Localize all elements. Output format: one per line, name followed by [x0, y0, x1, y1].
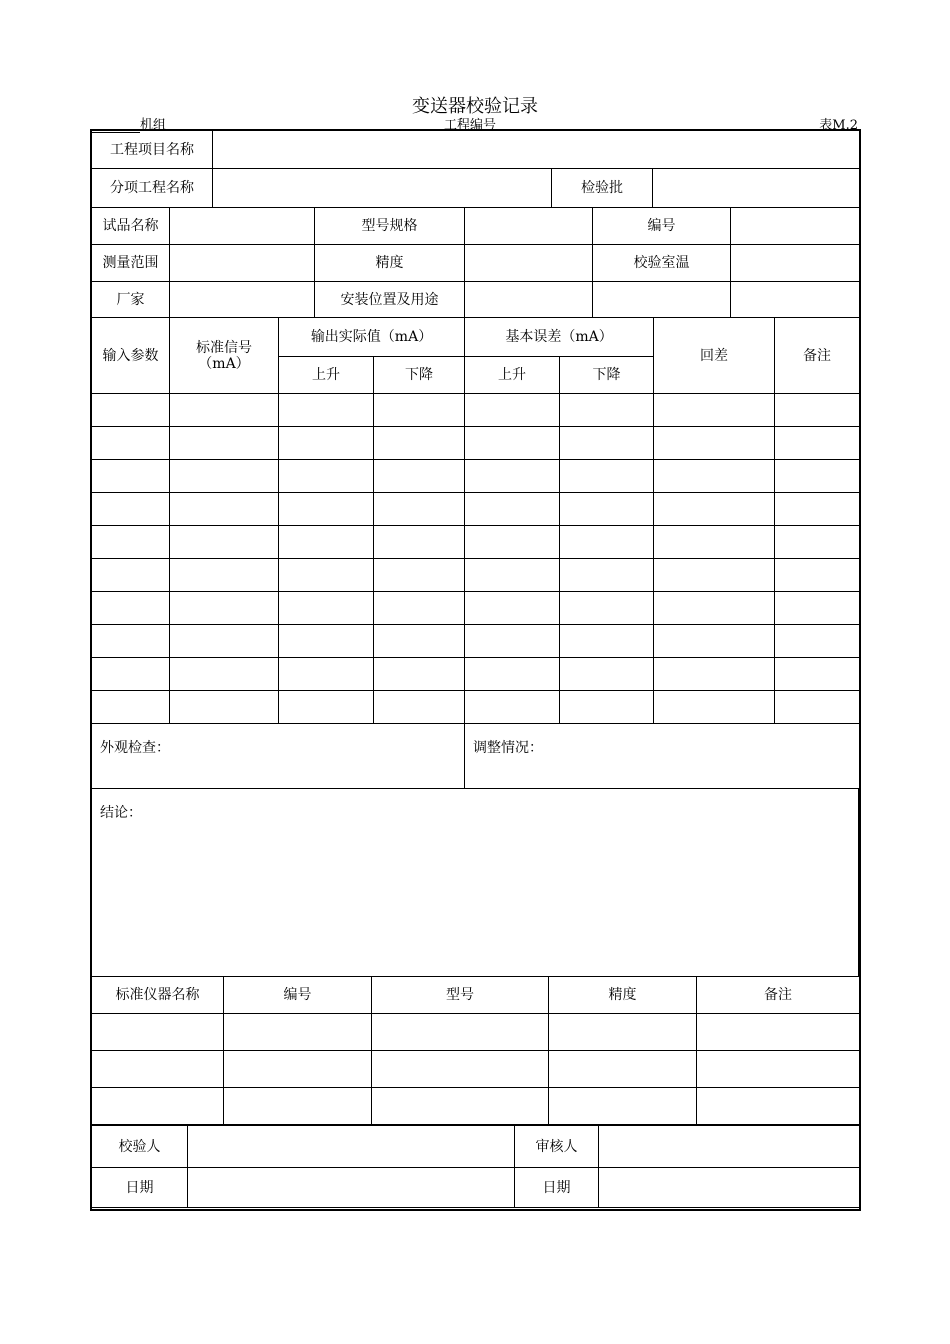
calibration-cell[interactable]	[374, 658, 465, 691]
calibration-cell[interactable]	[170, 394, 279, 427]
calibration-cell[interactable]	[775, 526, 860, 559]
calibration-cell[interactable]	[170, 559, 279, 592]
remark-header: 备注	[775, 318, 860, 394]
calibration-cell[interactable]	[170, 493, 279, 526]
calibration-cell[interactable]	[92, 526, 170, 559]
inspection-batch-value[interactable]	[653, 169, 860, 208]
instrument-cell[interactable]	[224, 1088, 372, 1125]
calibration-cell[interactable]	[374, 493, 465, 526]
calibration-cell[interactable]	[465, 658, 560, 691]
calibration-cell[interactable]	[654, 625, 775, 658]
instrument-number-header: 编号	[224, 977, 372, 1014]
calibration-cell[interactable]	[374, 592, 465, 625]
instrument-rows	[92, 1014, 860, 1125]
calibration-cell[interactable]	[92, 625, 170, 658]
instrument-row	[92, 1088, 860, 1125]
accuracy-label: 精度	[315, 245, 465, 282]
number-label: 编号	[593, 208, 731, 245]
calibration-row	[92, 460, 860, 493]
unit-label: 机组	[140, 118, 167, 133]
project-no-label: 工程编号	[444, 118, 497, 133]
calibration-cell[interactable]	[92, 460, 170, 493]
calibration-cell[interactable]	[170, 625, 279, 658]
reviewer-label: 审核人	[515, 1126, 599, 1168]
calibration-cell[interactable]	[560, 592, 654, 625]
instrument-cell[interactable]	[549, 1051, 697, 1088]
calibration-cell[interactable]	[279, 592, 374, 625]
calibration-cell[interactable]	[775, 559, 860, 592]
calibration-cell[interactable]	[654, 691, 775, 724]
calibration-cell[interactable]	[775, 493, 860, 526]
form-number: 表M.2	[819, 118, 858, 133]
calibration-cell[interactable]	[775, 460, 860, 493]
calibration-cell[interactable]	[465, 394, 560, 427]
calibrator-signature[interactable]	[188, 1126, 515, 1168]
basic-error-header: 基本误差（mA）	[465, 318, 654, 357]
calibration-cell[interactable]	[465, 691, 560, 724]
calibration-cell[interactable]	[560, 691, 654, 724]
sample-name-label: 试品名称	[92, 208, 170, 245]
calibration-cell[interactable]	[775, 394, 860, 427]
instrument-remark-header: 备注	[697, 977, 860, 1014]
instrument-cell[interactable]	[92, 1088, 224, 1125]
calibration-cell[interactable]	[560, 427, 654, 460]
calibration-cell[interactable]	[92, 427, 170, 460]
appearance-table	[91, 723, 860, 789]
calibration-cell[interactable]	[560, 625, 654, 658]
range-label: 测量范围	[92, 245, 170, 282]
calibration-row	[92, 691, 860, 724]
adjustment-status[interactable]: 调整情况：	[465, 724, 860, 789]
calibration-cell[interactable]	[465, 526, 560, 559]
std-signal-label: 标准信号	[196, 339, 252, 356]
calibration-cell[interactable]	[170, 691, 279, 724]
instrument-cell[interactable]	[549, 1088, 697, 1125]
calibration-row	[92, 394, 860, 427]
calibration-cell[interactable]	[170, 658, 279, 691]
manufacturer-label: 厂家	[92, 282, 170, 318]
output-actual-header: 输出实际值（mA）	[279, 318, 465, 357]
model-spec-label: 型号规格	[315, 208, 465, 245]
instrument-model-header: 型号	[372, 977, 549, 1014]
instrument-name-header: 标准仪器名称	[92, 977, 224, 1014]
calibration-table	[91, 317, 860, 724]
calibration-row	[92, 592, 860, 625]
calibration-cell[interactable]	[279, 493, 374, 526]
calibration-cell[interactable]	[170, 592, 279, 625]
calibration-cell[interactable]	[560, 493, 654, 526]
instrument-cell[interactable]	[224, 1051, 372, 1088]
instrument-cell[interactable]	[549, 1014, 697, 1051]
calibration-cell[interactable]	[654, 394, 775, 427]
instrument-cell[interactable]	[92, 1014, 224, 1051]
instrument-row	[92, 1051, 860, 1088]
blank-cell[interactable]	[593, 282, 731, 318]
calibration-row	[92, 526, 860, 559]
calibration-cell[interactable]	[374, 526, 465, 559]
calibration-cell[interactable]	[775, 427, 860, 460]
calibration-cell[interactable]	[465, 592, 560, 625]
calibration-cell[interactable]	[374, 625, 465, 658]
calibration-rows	[92, 394, 860, 724]
calibration-cell[interactable]	[170, 427, 279, 460]
calibration-row	[92, 658, 860, 691]
std-signal-header	[170, 318, 279, 394]
calibration-cell[interactable]	[279, 427, 374, 460]
calibration-cell[interactable]	[654, 658, 775, 691]
inspection-batch-label: 检验批	[552, 169, 653, 208]
output-rise-header: 上升	[279, 357, 374, 394]
calibration-cell[interactable]	[374, 691, 465, 724]
sample-name-value[interactable]	[170, 208, 315, 245]
conclusion-field[interactable]: 结论：	[92, 789, 859, 977]
calibration-cell[interactable]	[465, 559, 560, 592]
calibration-cell[interactable]	[279, 691, 374, 724]
calibrator-date[interactable]	[188, 1168, 515, 1208]
calibrator-label: 校验人	[92, 1126, 188, 1168]
instrument-accuracy-header: 精度	[549, 977, 697, 1014]
calibration-cell[interactable]	[654, 460, 775, 493]
sample-info-table	[91, 207, 860, 318]
calibration-cell[interactable]	[374, 394, 465, 427]
room-temp-value[interactable]	[731, 245, 860, 282]
calibration-cell[interactable]	[560, 559, 654, 592]
calibration-cell[interactable]	[279, 394, 374, 427]
calibration-cell[interactable]	[279, 658, 374, 691]
page-title: 变送器校验记录	[412, 96, 538, 117]
calibration-cell[interactable]	[654, 493, 775, 526]
output-fall-header: 下降	[374, 357, 465, 394]
calibration-row	[92, 493, 860, 526]
calibration-cell[interactable]	[654, 559, 775, 592]
error-rise-header: 上升	[465, 357, 560, 394]
calibration-cell[interactable]	[560, 460, 654, 493]
signature-table	[91, 1125, 860, 1208]
install-value[interactable]	[465, 282, 593, 318]
conclusion-table	[91, 788, 859, 977]
project-name-value[interactable]	[213, 131, 860, 169]
calibration-cell[interactable]	[92, 658, 170, 691]
project-name-label: 工程项目名称	[92, 131, 213, 169]
blank-cell[interactable]	[731, 282, 860, 318]
calibration-cell[interactable]	[279, 625, 374, 658]
calibration-cell[interactable]	[775, 658, 860, 691]
calibration-cell[interactable]	[374, 460, 465, 493]
instrument-cell[interactable]	[92, 1051, 224, 1088]
manufacturer-value[interactable]	[170, 282, 315, 318]
calibration-row	[92, 427, 860, 460]
calibration-cell[interactable]	[654, 592, 775, 625]
instrument-row	[92, 1014, 860, 1051]
project-info-table	[91, 130, 860, 208]
calibration-cell[interactable]	[560, 658, 654, 691]
calibration-cell[interactable]	[654, 427, 775, 460]
calibration-cell[interactable]	[465, 493, 560, 526]
instrument-cell[interactable]	[697, 1088, 860, 1125]
calibration-cell[interactable]	[92, 592, 170, 625]
instrument-table	[91, 976, 860, 1125]
appearance-check[interactable]: 外观检查：	[92, 724, 465, 789]
calibration-cell[interactable]	[775, 691, 860, 724]
instrument-cell[interactable]	[697, 1014, 860, 1051]
sub-project-label: 分项工程名称	[92, 169, 213, 208]
reviewer-signature[interactable]	[599, 1126, 860, 1168]
instrument-cell[interactable]	[372, 1051, 549, 1088]
instrument-cell[interactable]	[224, 1014, 372, 1051]
calibration-cell[interactable]	[279, 559, 374, 592]
calibration-cell[interactable]	[465, 625, 560, 658]
calibration-cell[interactable]	[374, 427, 465, 460]
install-label: 安装位置及用途	[315, 282, 465, 318]
calibration-cell[interactable]	[374, 559, 465, 592]
calibration-cell[interactable]	[170, 460, 279, 493]
input-param-header: 输入参数	[92, 318, 170, 394]
number-value[interactable]	[731, 208, 860, 245]
reviewer-date-label: 日期	[515, 1168, 599, 1208]
calibration-cell[interactable]	[92, 559, 170, 592]
calibration-cell[interactable]	[775, 592, 860, 625]
room-temp-label: 校验室温	[593, 245, 731, 282]
accuracy-value[interactable]	[465, 245, 593, 282]
model-spec-value[interactable]	[465, 208, 593, 245]
calibration-cell[interactable]	[279, 460, 374, 493]
calibration-row	[92, 559, 860, 592]
instrument-cell[interactable]	[372, 1014, 549, 1051]
hysteresis-header: 回差	[654, 318, 775, 394]
calibration-cell[interactable]	[170, 526, 279, 559]
sub-project-value[interactable]	[213, 169, 552, 208]
reviewer-date[interactable]	[599, 1168, 860, 1208]
range-value[interactable]	[170, 245, 315, 282]
calibration-cell[interactable]	[279, 526, 374, 559]
instrument-cell[interactable]	[697, 1051, 860, 1088]
calibration-cell[interactable]	[465, 460, 560, 493]
calibration-cell[interactable]	[465, 427, 560, 460]
std-signal-unit: （mA）	[198, 355, 250, 372]
instrument-cell[interactable]	[372, 1088, 549, 1125]
error-fall-header: 下降	[560, 357, 654, 394]
calibration-cell[interactable]	[560, 394, 654, 427]
calibration-row	[92, 625, 860, 658]
calibration-cell[interactable]	[560, 526, 654, 559]
calibration-cell[interactable]	[775, 625, 860, 658]
calibration-cell[interactable]	[92, 493, 170, 526]
calibration-cell[interactable]	[654, 526, 775, 559]
calibrator-date-label: 日期	[92, 1168, 188, 1208]
calibration-cell[interactable]	[92, 691, 170, 724]
calibration-cell[interactable]	[92, 394, 170, 427]
